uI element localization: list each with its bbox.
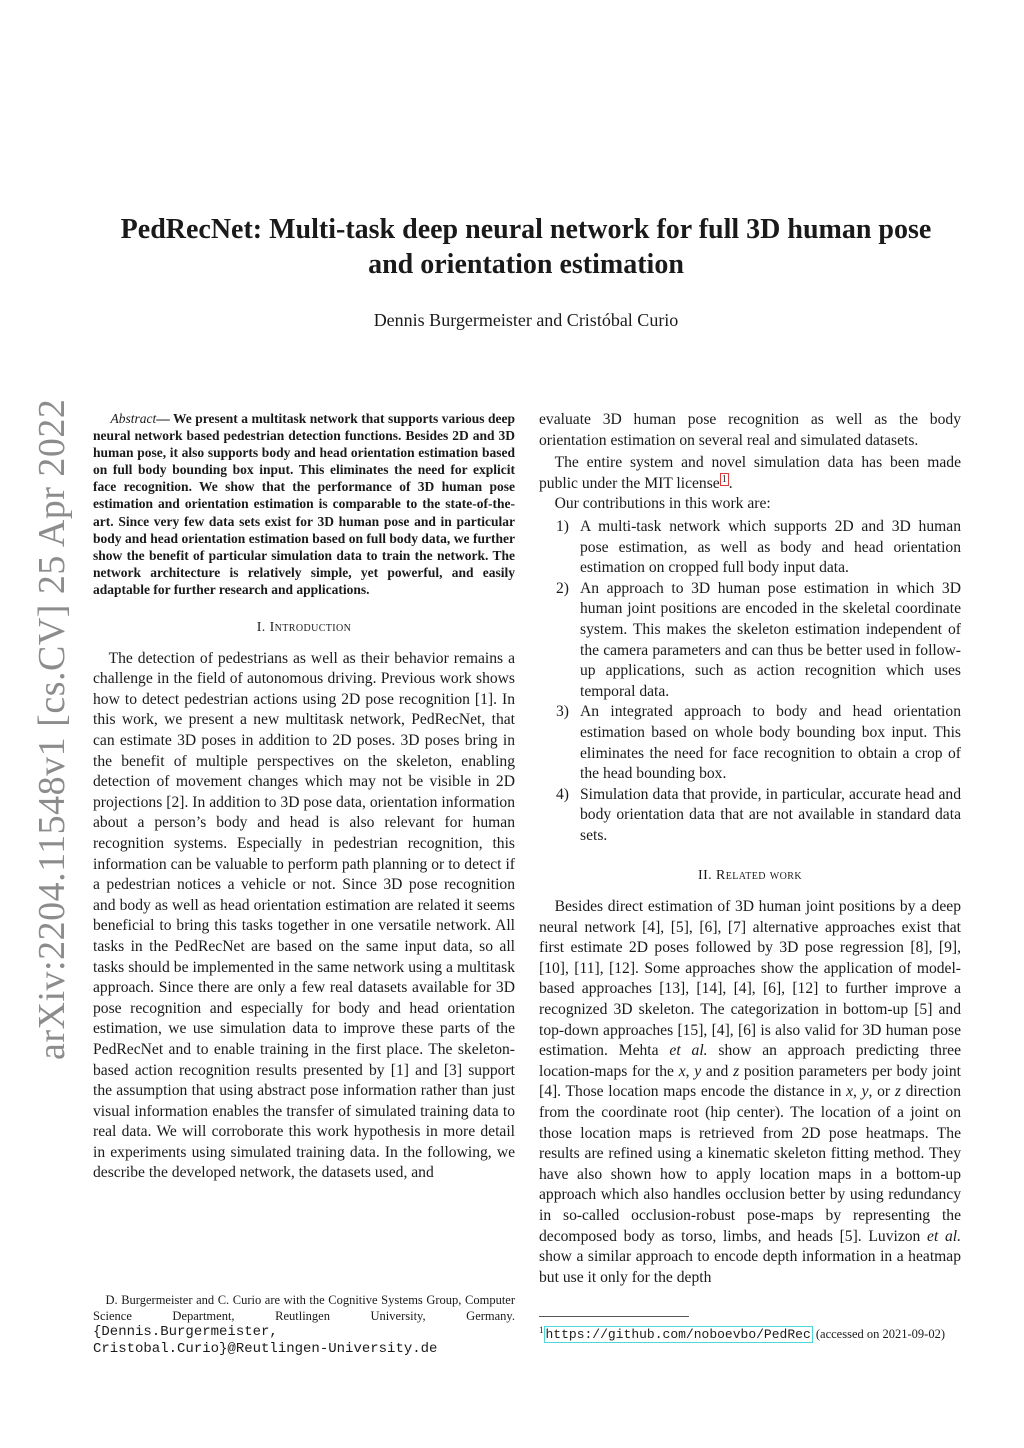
related-or: , or [868,1083,895,1101]
list-item [539,517,961,579]
arxiv-stamp: arXiv:2204.11548v1 [cs.CV] 25 Apr 2022 [31,398,73,1060]
related-sep-1: , [685,1062,695,1080]
paper-authors: Dennis Burgermeister and Cristóbal Curio [373,310,679,330]
related-text-3: position parameters per body joint [4]. Those location maps encode the distance in [539,1062,961,1101]
footnote-link[interactable]: 1 [721,473,727,485]
related-etal-2: et al. [927,1227,962,1245]
footnote-number: 1 [539,1325,544,1335]
intro-paragraph: The detection of pedestrians as well as their behavior remains a challenge in the field of autonomous driving. Previous work shows how to detect pedestrian actions using 2D pose recognition [1]. In this work, we present a new multitask network, PedRecNet, that can estimate 3D poses in addition to 2D poses. 3D poses bring in the benefit of multiple perspectives on the skeleton, enabling detection of movement changes which may not be visible in 2D projections [2]. In addition to 3D pose data, orientation information about a person’s body and head is also relevant for human recognition systems. Especially in pedestrian recognition, this information can be valuable to perform path planning or to detect if a pedestrian notices a vehicle or not. Since 3D pose recognition and body as well as head orientation estimation are related it seems beneficial to bring this tasks together in one versatile network. All tasks in the PedRecNet are based on the same input data, so all tasks should be implemented in the same network using a multitask approach. Since there are only a few real datasets available for 3D pose recognition and especially for body and head orientation estimation, we use simulation data to improve these parts of the PedRecNet and to enable training in the first place. The skeleton-based action recognition results presented by [1] and [3] support the assumption that using abstract pose information rather than just visual information enables the transfer of simulated training data to real data. We will corroborate this work hypothesis in more detail in experiments using simulated training data. In the following, we describe the developed network, the datasets used, and [93,649,515,1182]
related-text-5: show a similar approach to encode depth information in a heatmap but use it only for the depth [539,1248,961,1286]
math-y: y [694,1062,702,1080]
abstract [93,410,515,598]
left-column [93,410,515,1184]
intro-title: Introduction [269,620,352,636]
related-title: Related work [715,868,802,884]
related-and: and [701,1062,734,1080]
list-item-number: 3) [556,703,569,721]
contributions-list [539,517,961,847]
abstract-text: We present a multitask network that supports various deep neural network based pedestrian detection functions. Besides 2D and 3D human pose, it also supports body and head orientation estimation based on full body bounding box input. This eliminates the need for explicit face recognition. We show that the performance of 3D human pose estimation and orientation estimation is comparable to the state-of-the-art. Since very few data sets exist for 3D human pose and in particular body and head orientation estimation based on full body data, we further show the benefit of particular simulation data to train the network. The network architecture is relatively simple, yet powerful, and easily adaptable for further research and applications. [93,411,515,597]
intro-number: I. [256,620,270,636]
list-item [539,579,961,703]
related-text-4: direction from the coordinate root (hip center). The location of a joint on those location maps is retrieved from 2D pose heatmaps. The results are refined using a kinematic skeleton fitting method. They have also shown how to apply location maps in a bottom-up approach which also handles occlusion better by using redundancy in so-called occlusion-robust pose-maps by representing the decomposed body as torso, limbs, and heads [5]. Luvizon [539,1083,962,1245]
math-y: y [861,1083,869,1101]
section-heading-introduction [93,618,515,639]
related-number: II. [698,868,716,884]
url-footnote [539,1322,961,1343]
right-column [539,410,961,1288]
paper-title: PedRecNet: Multi-task deep neural network for full 3D human pose and orientation estimation [120,214,932,280]
math-z: z [733,1062,740,1080]
list-item-text: Simulation data that provide, in particular, accurate head and body orientation data that are not available in standard data sets. [580,785,961,844]
footnote-rule [539,1316,689,1317]
affiliation-text: D. Burgermeister and C. Curio are with the Cognitive Systems Group, Computer Science Department, Reutlingen University, Germany. [93,1293,515,1323]
abstract-dash: — [156,411,170,426]
footnote-accessed: (accessed on 2021-09-02) [812,1327,945,1342]
related-sep-2: , [853,1083,862,1101]
related-text-2: show an approach predicting three location-maps for the [539,1042,962,1080]
abstract-lead: Abstract [110,411,157,426]
pedrec-link[interactable]: https://github.com/noboevbo/PedRec [545,1327,811,1343]
affiliation-footnote [93,1293,515,1357]
system-end: . [728,474,733,492]
affiliation-email: {Dennis.Burgermeister, Cristobal.Curio}@Reutlingen-University.de [93,1324,438,1357]
list-item [539,702,961,784]
system-text: The entire system and novel simulation data has been made public under the MIT license [539,454,961,492]
list-item-number: 1) [556,517,569,535]
math-x: x [846,1083,853,1101]
related-paragraph [539,897,961,1288]
section-heading-related-work [539,866,961,887]
list-item-text: An approach to 3D human pose estimation in which 3D human joint positions are encoded in the skeletal coordinate system. This makes the skeleton estimation independent of the camera parameters and can thus be better used in follow-up applications, such as action recognition which uses temporal data. [580,579,961,700]
related-etal-1: et al. [669,1042,708,1060]
list-item-text: A multi-task network which supports 2D and 3D human pose estimation, as well as body and head orientation estimation on cropped full body input data. [580,517,961,577]
math-z: z [894,1083,901,1101]
list-item-text: An integrated approach to body and head orientation estimation based on whole body bounding box input. This eliminates the need for face recognition to obtain a crop of the head bounding box. [580,703,961,783]
contrib-intro: Our contributions in this work are: [554,495,771,513]
list-item-number: 4) [556,785,569,803]
system-paragraph [539,453,961,494]
list-item-number: 2) [556,579,569,597]
related-text-1: Besides direct estimation of 3D human joint positions by a deep neural network [4], [5], [6], [7] alternative approaches exist that first estimate 2D poses followed by 3D pose regression [8], [9], [10], [11], [12]. Some approaches show the application of model-based approaches [13], [14], [4], [6], [12] to further improve a recognized 3D skeleton. The categorization in bottom-up [5] and top-down approaches [15], [4], [6] is also valid for 3D human pose estimation. Mehta [539,898,961,1060]
list-item [539,785,961,847]
math-x: x [678,1062,686,1080]
intro-continuation: evaluate 3D human pose recognition as well as the body orientation estimation on several real and simulated datasets. [539,411,961,449]
